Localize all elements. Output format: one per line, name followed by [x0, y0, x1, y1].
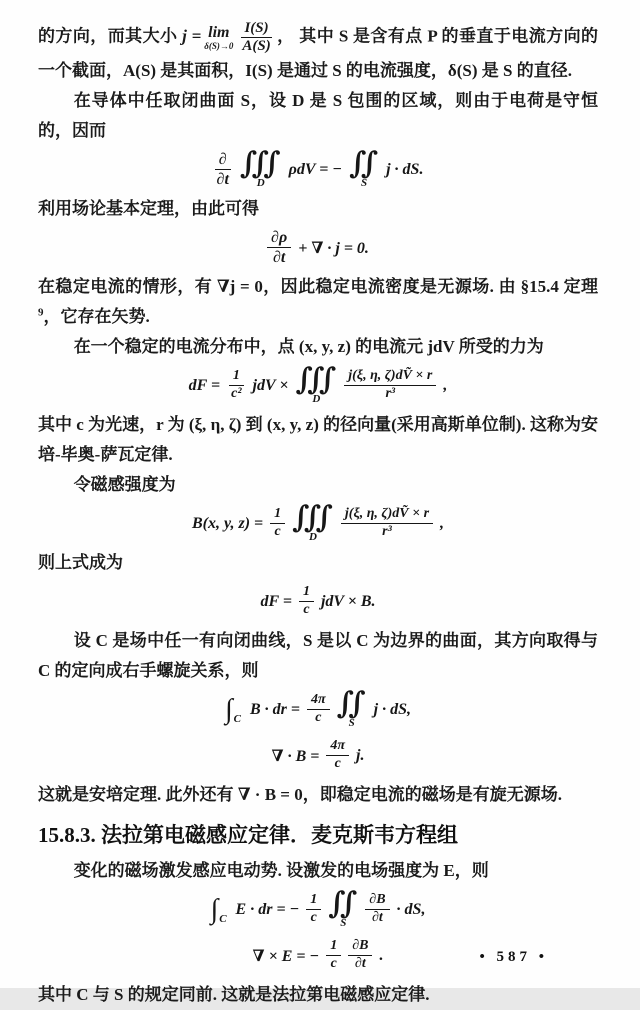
equation-middle: jdV ×	[252, 376, 289, 394]
integral-domain: S	[361, 176, 368, 189]
paragraph-ampere-theorem: 这就是安培定理. 此外还有 ∇ · B = 0，即稳定电流的磁场是有旋无源场.	[38, 784, 562, 804]
fraction	[307, 692, 330, 727]
equation-lhs: dF =	[260, 592, 292, 610]
equation-charge-conservation-integral	[38, 148, 598, 192]
fraction-denominator: ∂t	[354, 956, 366, 971]
paragraph-closed-surface: 在导体中任取闭曲面 S，设 D 是 S 包围的区域，则由于电荷是守恒的，因而	[38, 90, 598, 140]
fraction-numerator: j(ξ, η, ζ)dṼ × r	[344, 368, 436, 386]
fraction-numerator: 4π	[326, 738, 349, 756]
fraction-denominator: r³	[382, 524, 392, 539]
equation-lhs: B · dr =	[249, 700, 300, 718]
paragraph-steady-current	[38, 272, 598, 332]
fraction	[299, 584, 314, 619]
paragraph-text: ， 其中 S 是含有点 P 的垂直于电流方向的一个截面，A(S) 是其面积，I(S) 是通过 S 的电流强度，δ(S) 是 S 的直径.	[38, 26, 599, 80]
integral-domain: D	[312, 392, 321, 405]
equation-ampere-circuital	[38, 688, 598, 732]
integral-symbol: ∬	[328, 887, 359, 921]
inline-limit	[204, 25, 233, 51]
equation-ampere-differential	[38, 734, 598, 778]
fraction-numerator: ∂	[215, 150, 231, 170]
equation-lhs: dF =	[188, 376, 221, 394]
equation-tail: j · dS,	[373, 700, 412, 718]
equation-tail: + ∇ · j = 0.	[298, 239, 369, 257]
equation-magnetic-induction	[38, 502, 598, 546]
equation-lhs: ∇ × E = −	[252, 947, 320, 965]
fraction-numerator: 1	[270, 506, 285, 524]
integral-symbol: ∭	[239, 147, 282, 181]
equation-force-element	[38, 580, 598, 624]
equation-continuity-differential	[38, 226, 598, 270]
equation-biot-savart-force	[38, 364, 598, 408]
line-integral	[224, 693, 243, 726]
paragraph-current-density-definition	[38, 20, 598, 86]
equation-tail: j.	[356, 746, 365, 764]
fraction-denominator: A(S)	[242, 38, 271, 55]
fraction	[326, 938, 341, 973]
inline-math-j-equals: j =	[182, 26, 202, 46]
equation-middle: ρdV = −	[288, 160, 343, 178]
paragraph-text: 在稳定电流的情形，有 ∇j = 0，因此稳定电流密度是无源场. 由 §15.4 定理	[38, 276, 598, 296]
fraction	[213, 150, 233, 189]
double-integral	[328, 887, 359, 929]
equation-tail: .	[379, 946, 384, 964]
fraction-denominator: c	[334, 756, 341, 771]
fraction-denominator: c	[274, 524, 281, 539]
integral-domain: D	[256, 176, 265, 189]
fraction	[306, 892, 321, 927]
equation-faraday-integral	[38, 888, 598, 932]
fraction-numerator: ∂B	[365, 892, 389, 910]
equation-tail: ,	[440, 514, 445, 532]
fraction-denominator: ∂t	[372, 910, 383, 925]
limit-operator: lim	[208, 23, 230, 41]
fraction-denominator: c	[330, 956, 337, 971]
integral-symbol: ∭	[295, 363, 338, 397]
page-number: • 587 •	[479, 949, 548, 965]
fraction-numerator: 1	[306, 892, 321, 910]
fraction-denominator: c	[310, 910, 317, 925]
paragraph-text: 的方向，而其大小	[38, 26, 183, 46]
reference-superscript: 9	[38, 305, 44, 318]
line-integral	[210, 893, 229, 926]
triple-integral	[292, 501, 334, 543]
integral-symbol: ∭	[292, 501, 334, 535]
fraction-denominator: c	[303, 602, 310, 617]
paragraph-gaussian-units: 其中 c 为光速，r 为 (ξ, η, ζ) 到 (x, y, z) 的径向量(采用高斯单位制). 这称为安培-毕奥-萨瓦定律.	[38, 414, 598, 464]
double-integral	[336, 687, 367, 729]
integral-symbol: ∬	[336, 687, 367, 721]
equation-lhs: B(x, y, z) =	[191, 514, 264, 532]
fraction	[348, 938, 372, 973]
integral-domain: C	[219, 913, 227, 926]
fraction-denominator: c	[315, 710, 322, 725]
double-integral	[349, 147, 380, 189]
fraction-numerator: 1	[229, 368, 244, 386]
fraction-numerator: j(ξ, η, ζ)dṼ × r	[341, 506, 433, 524]
triple-integral	[295, 363, 338, 405]
integral-symbol: ∫	[224, 693, 233, 725]
integral-domain: D	[309, 530, 317, 543]
fraction-denominator: ∂t	[216, 171, 229, 188]
fraction-numerator: 1	[299, 584, 314, 602]
paragraph-then-formula-becomes: 则上式成为	[38, 552, 123, 572]
fraction-numerator: 1	[326, 938, 341, 956]
integral-domain: S	[348, 716, 355, 729]
paragraph-text: ，它存在矢势.	[43, 306, 150, 326]
fraction	[365, 892, 389, 927]
fraction-denominator: ∂t	[272, 249, 286, 266]
fraction-numerator: ∂ρ	[267, 228, 291, 248]
paragraph-induced-emf: 变化的磁场激发感应电动势. 设激发的电场强度为 E，则	[73, 860, 489, 880]
paragraph-field-theory-theorem: 利用场论基本定理，由此可得	[38, 198, 259, 218]
fraction	[326, 738, 349, 773]
fraction	[227, 368, 245, 403]
inline-fraction	[239, 20, 273, 56]
fraction-numerator: I(S)	[241, 20, 271, 38]
paragraph-faraday-law-conclusion: 其中 C 与 S 的规定同前. 这就是法拉第电磁感应定律.	[38, 984, 430, 1004]
paragraph-oriented-closed-curve: 设 C 是场中任一有向闭曲线，S 是以 C 为边界的曲面，其方向取得与 C 的定向成右手螺旋关系，则	[38, 630, 598, 680]
fraction-denominator: c²	[231, 386, 242, 401]
paragraph-define-magnetic-induction: 令磁感强度为	[73, 474, 176, 494]
equation-lhs: E · dr = −	[235, 900, 300, 918]
equation-tail: · dS,	[396, 900, 426, 918]
paragraph-current-element-force: 在一个稳定的电流分布中，点 (x, y, z) 的电流元 jdV 所受的力为	[73, 336, 544, 356]
fraction	[270, 506, 285, 541]
section-heading: 15.8.3. 法拉第电磁感应定律．麦克斯韦方程组	[38, 822, 458, 847]
integral-symbol: ∬	[349, 147, 380, 181]
integral-symbol: ∫	[210, 893, 219, 925]
fraction-numerator: 4π	[307, 692, 330, 710]
fraction	[344, 368, 436, 403]
fraction-denominator: r³	[385, 386, 396, 401]
equation-tail: ,	[443, 376, 448, 394]
integral-domain: C	[233, 713, 241, 726]
equation-lhs: ∇ · B =	[271, 747, 320, 765]
fraction	[341, 506, 433, 541]
fraction	[267, 228, 291, 267]
triple-integral	[239, 147, 282, 189]
fraction-numerator: ∂B	[348, 938, 372, 956]
integral-domain: S	[340, 916, 347, 929]
equation-tail: j · dS.	[386, 160, 424, 178]
equation-tail: jdV × B.	[320, 592, 376, 610]
limit-subscript: δ(S)→0	[204, 40, 234, 51]
